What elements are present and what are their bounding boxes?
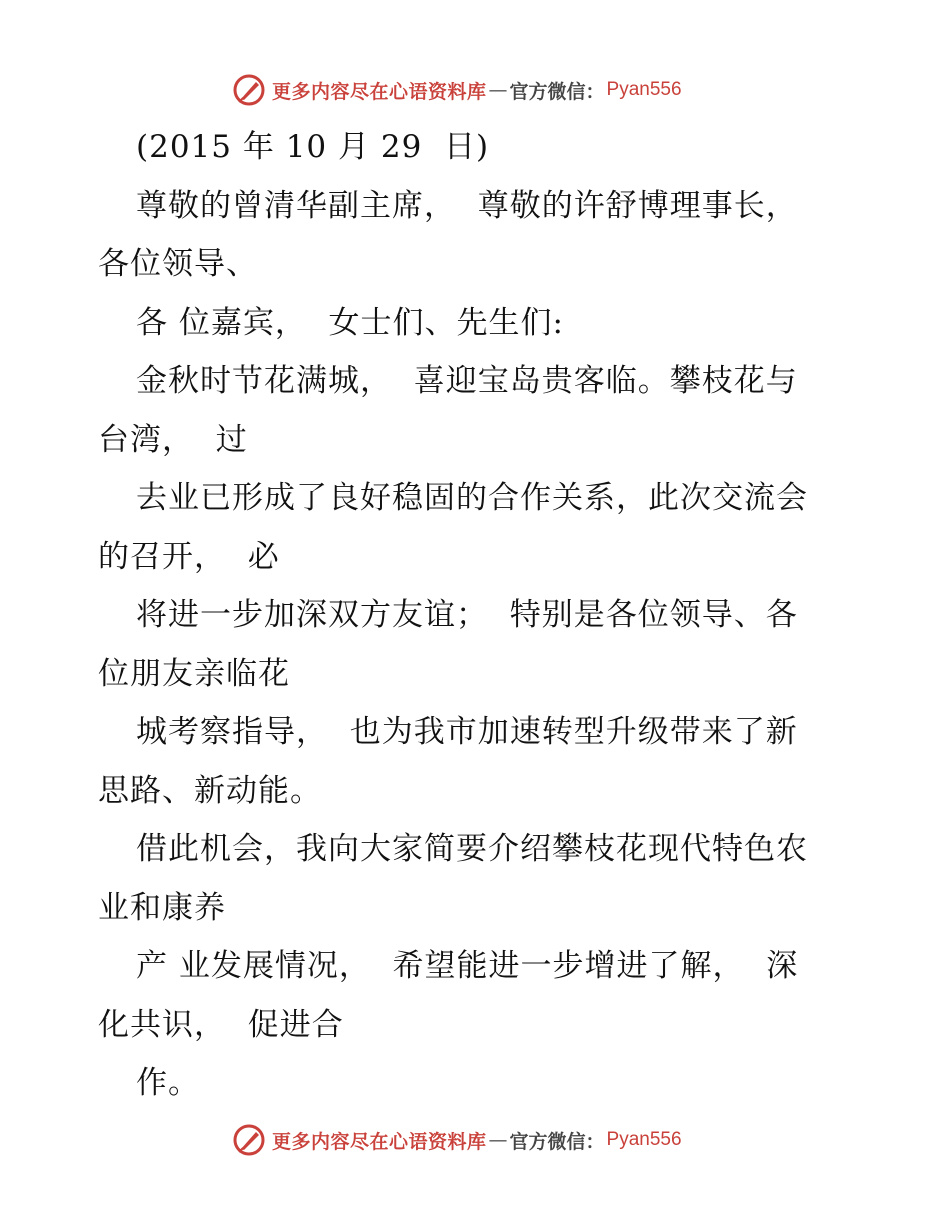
banner-wechat-id: Pyan556: [606, 79, 682, 100]
paragraph-line: 去业已形成了良好稳固的合作关系，此次交流会: [136, 480, 808, 516]
paragraph-line: 台湾， 过: [98, 421, 248, 458]
paragraph-line: 城考察指导， 也为我市加速转型升级带来了新: [136, 714, 798, 750]
salutation-line: 各 位嘉宾， 女士们、先生们:: [136, 304, 565, 341]
date-line: (2015 年 10 月 29 日): [136, 129, 490, 165]
salutation-line: 尊敬的曾清华副主席， 尊敬的许舒博理事长，: [136, 187, 798, 224]
banner-dash: —: [488, 79, 508, 101]
paragraph-line: 借此机会，我向大家简要介绍攀枝花现代特色农: [136, 831, 808, 867]
header-watermark-banner: [232, 70, 752, 110]
footer-watermark-banner: [232, 1120, 752, 1160]
paragraph-line: 业和康养: [98, 889, 226, 926]
paragraph-line: 位朋友亲临花: [98, 655, 290, 692]
document-body: [98, 118, 858, 1113]
banner-label: 官方微信：: [509, 80, 605, 103]
paragraph-line: 产 业发展情况， 希望能进一步增进了解， 深: [136, 948, 799, 984]
paragraph-line: 作。: [136, 1065, 200, 1101]
paragraph-line: 思路、新动能。: [98, 772, 322, 809]
paragraph-line: 将进一步加深双方友谊； 特别是各位领导、各: [136, 597, 798, 633]
banner-wechat-id: Pyan556: [606, 1129, 682, 1150]
banner-text: 更多内容尽在心语资料库: [272, 80, 487, 103]
quill-seal-icon: [232, 73, 266, 107]
paragraph-line: 的召开， 必: [98, 538, 280, 575]
banner-dash: —: [488, 1129, 508, 1151]
salutation-line: 各位领导、: [98, 246, 258, 282]
paragraph-line: 化共识， 促进合: [98, 1006, 344, 1043]
quill-seal-icon: [232, 1123, 266, 1157]
banner-label: 官方微信：: [509, 1130, 605, 1153]
paragraph-line: 金秋时节花满城， 喜迎宝岛贵客临。攀枝花与: [136, 363, 798, 399]
banner-text: 更多内容尽在心语资料库: [272, 1130, 487, 1153]
